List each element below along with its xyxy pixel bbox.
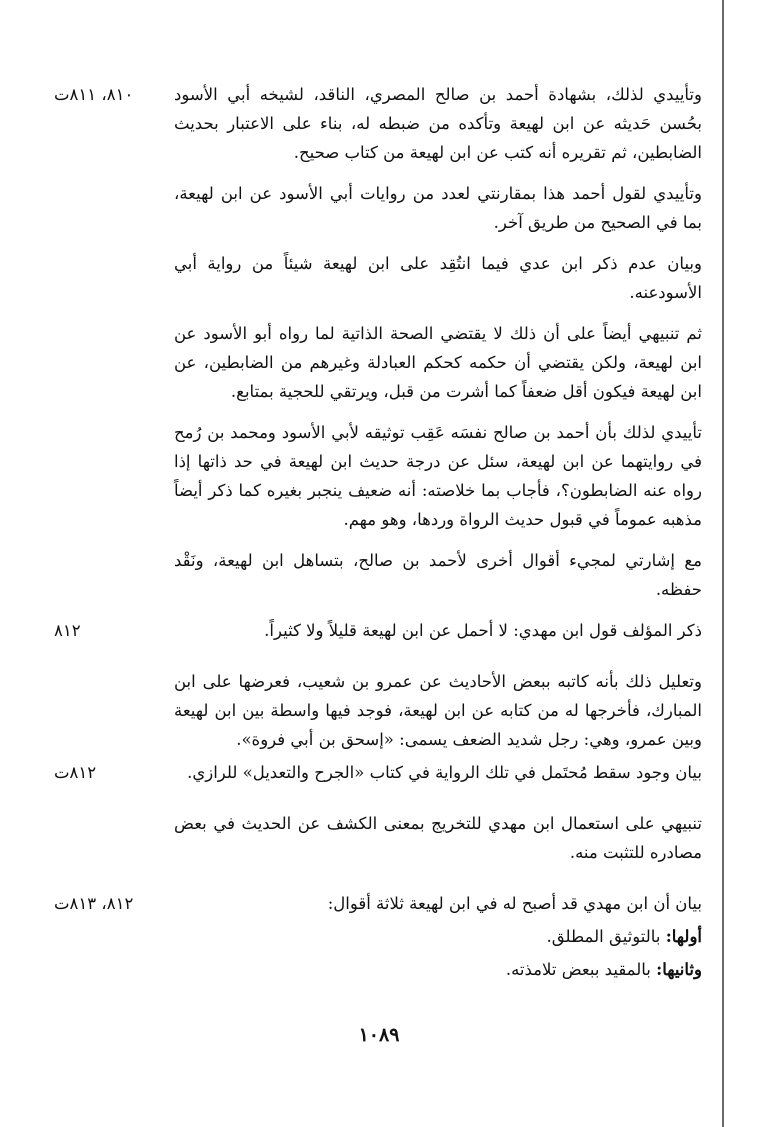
page-reference — [54, 418, 174, 447]
paragraph-11 — [54, 889, 702, 918]
page-number: ١٠٨٩ — [358, 1024, 400, 1046]
page-reference — [54, 546, 174, 575]
list-item-text — [174, 922, 702, 951]
page-reference — [54, 922, 174, 951]
page-reference-value: ٨١٢، ٨١٣ت — [54, 894, 134, 913]
paragraph-text: بيان وجود سقط مُحتَمل في تلك الرواية في كتاب «الجرح والتعديل» للرازي. — [187, 763, 702, 782]
paragraph-3 — [54, 249, 702, 307]
page-reference — [54, 319, 174, 348]
paragraph-text: وتعليل ذلك بأنه كاتبه ببعض الأحاديث عن عمرو بن شعيب، فعرضها على ابن المبارك، فأخرجها له من كتابه عن ابن لهيعة، فوجد فيها واسطة بين ابن لهيعة وبين عمرو، وهي: رجل شديد الضعف يسمى: «إسحق بن أبي فروة». — [174, 672, 702, 749]
list-item-lead: وثانيها: — [656, 960, 702, 979]
list-item-lead: أولها: — [665, 927, 702, 946]
page-reference — [54, 616, 174, 645]
paragraph-text: وتأييدي لقول أحمد هذا بمقارنتي لعدد من روايات أبي الأسود عن ابن لهيعة، بما في الصحيح من طريق آخر. — [174, 184, 702, 232]
paragraph-5 — [54, 418, 702, 534]
paragraph-4 — [54, 319, 702, 406]
page-reference — [54, 179, 174, 208]
list-item-second — [54, 955, 702, 984]
paragraph-text: وبيان عدم ذكر ابن عدي فيما انتُقِد على ابن لهيعة شيئاً من رواية أبي الأسودعنه. — [174, 254, 702, 302]
paragraph-9 — [54, 758, 702, 787]
list-item-body: بالمقيد ببعض تلامذته. — [505, 960, 651, 979]
page-reference — [54, 249, 174, 278]
page-reference — [54, 758, 174, 787]
page-reference — [54, 80, 174, 109]
list-item-body: بالتوثيق المطلق. — [546, 927, 661, 946]
paragraph-text: بيان أن ابن مهدي قد أصبح له في ابن لهيعة ثلاثة أقوال: — [327, 894, 702, 913]
paragraph-text: تنبيهي على استعمال ابن مهدي للتخريج بمعنى الكشف عن الحديث في بعض مصادره للتثبت منه. — [174, 814, 702, 862]
paragraph-2 — [54, 179, 702, 237]
paragraph-text: ثم تنبيهي أيضاً على أن ذلك لا يقتضي الصحة الذاتية لما رواه أبو الأسود عن ابن لهيعة، ولكن يقتضي أن حكمه كحكم العبادلة وغيرهم من الضابطين، عن ابن لهيعة فيكون أقل ضعفاً كما أشرت من قبل، ويرتقي للحجية بمتابع. — [174, 324, 702, 401]
page-reference — [54, 889, 174, 918]
paragraph-8 — [54, 667, 702, 754]
page-reference — [54, 955, 174, 984]
page-margin-rule — [722, 0, 724, 1127]
paragraph-6 — [54, 546, 702, 604]
list-item-first — [54, 922, 702, 951]
paragraph-text: مع إشارتي لمجيء أقوال أخرى لأحمد بن صالح، بتساهل ابن لهيعة، ونَقْد حفظه. — [174, 551, 702, 599]
page-reference-value: ٨١٠، ٨١١ت — [54, 85, 134, 104]
paragraph-10 — [54, 809, 702, 867]
paragraph-7 — [54, 616, 702, 645]
list-item-text — [174, 955, 702, 984]
page-reference-value: ٨١٢ت — [54, 763, 97, 782]
paragraph-text: ذكر المؤلف قول ابن مهدي: لا أحمل عن ابن لهيعة قليلاً ولا كثيراً. — [264, 621, 702, 640]
page-reference — [54, 809, 174, 838]
paragraph-1 — [54, 80, 702, 167]
paragraph-text: وتأييدي لذلك، بشهادة أحمد بن صالح المصري، الناقد، لشيخه أبي الأسود بحُسن حَديثه عن ابن لهيعة وتأكده من ضبطه له، بناء على الاعتبار بحديث الضابطين، ثم تقريره أنه كتب عن ابن لهيعة من كتاب صحيح. — [174, 85, 702, 162]
document-body — [54, 80, 702, 984]
page-reference — [54, 667, 174, 696]
paragraph-text: تأييدي لذلك بأن أحمد بن صالح نفسَه عَقِب توثيقه لأبي الأسود ومحمد بن رُمح في روايتهما عن ابن لهيعة، سئل عن درجة حديث ابن لهيعة في حد ذاتها إذا رواه عنه الضابطون؟، فأجاب بما خلاصته: أنه ضعيف ينجبر بغيره كما ذكر أيضاً مذهبه عموماً في قبول حديث الرواة وردها، وهو مهم. — [174, 423, 702, 529]
page-reference-value: ٨١٢ — [54, 621, 81, 640]
